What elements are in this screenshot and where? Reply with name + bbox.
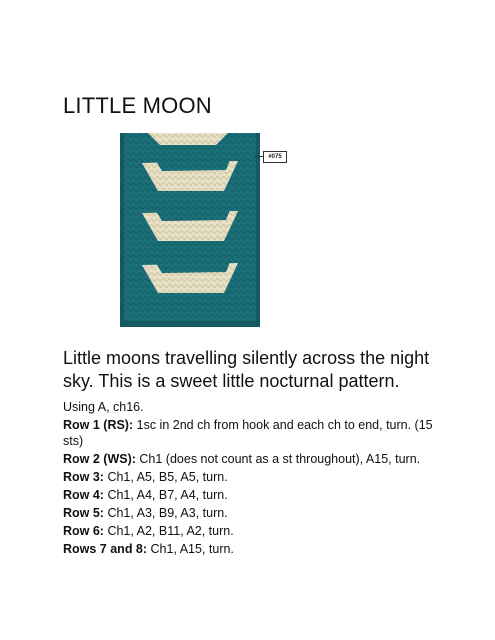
crochet-swatch-image — [120, 133, 260, 327]
swatch-tag-connector — [254, 156, 263, 157]
pattern-instructions — [63, 399, 433, 559]
instruction-line: Row 2 (WS): Ch1 (does not count as a st throughout), A15, turn. — [63, 452, 421, 466]
instruction-line: Row 3: Ch1, A5, B5, A5, turn. — [63, 470, 228, 484]
instruction-line: Rows 7 and 8: Ch1, A15, turn. — [63, 542, 234, 556]
instruction-line: Using A, ch16. — [63, 400, 144, 414]
instruction-line: Row 1 (RS): 1sc in 2nd ch from hook and each ch to end, turn. (15 sts) — [63, 418, 433, 448]
instruction-line: Row 6: Ch1, A2, B11, A2, turn. — [63, 524, 234, 538]
swatch-tag-label: #075 — [263, 151, 287, 163]
pattern-title: LITTLE MOON — [63, 93, 212, 118]
pattern-description: Little moons travelling silently across the night sky. This is a sweet little nocturnal pattern. — [63, 348, 430, 391]
instruction-line: Row 5: Ch1, A3, B9, A3, turn. — [63, 506, 228, 520]
instruction-line: Row 4: Ch1, A4, B7, A4, turn. — [63, 488, 228, 502]
